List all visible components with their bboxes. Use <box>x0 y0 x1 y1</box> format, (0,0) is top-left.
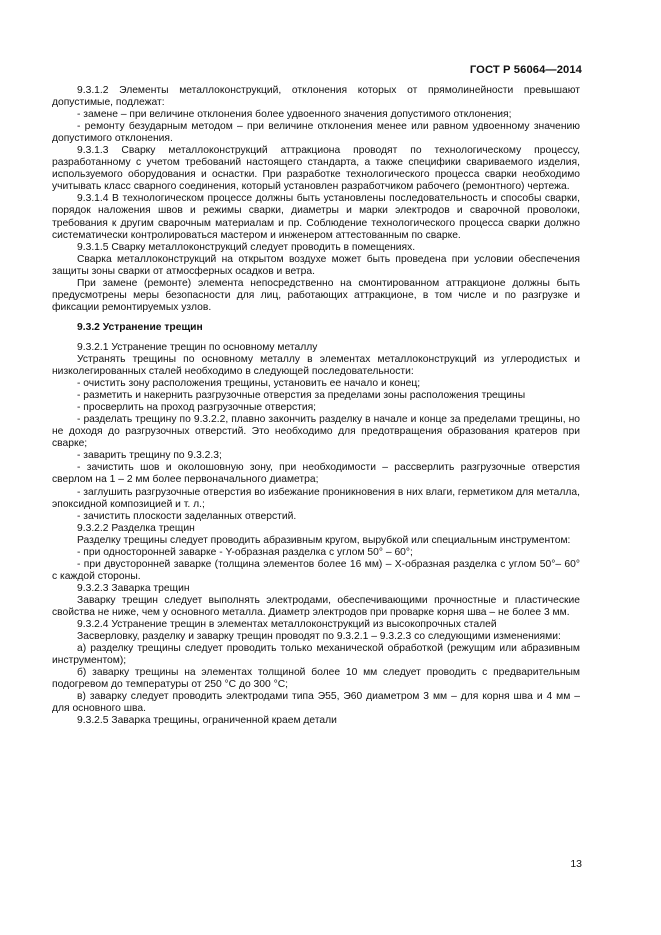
list-item-two-sided: - при двусторонней заварке (толщина элементов более 16 мм) – X-образная разделка с углом 50°– 60° с каждой стороны. <box>52 558 580 582</box>
list-item-weld-crack: - заварить трещину по 9.3.2.3; <box>77 450 222 462</box>
subsection-title-9-3-2-4: 9.3.2.4 Устранение трещин в элементах металлоконструкций из высокопрочных сталей <box>77 619 497 631</box>
document-body <box>52 85 580 727</box>
list-item-clean-zone: - очистить зону расположения трещины, установить ее начало и конец; <box>77 378 421 390</box>
list-item-clean-planes: - зачистить плоскости заделанных отверстий. <box>77 510 297 522</box>
paragraph-9-3-1-2: 9.3.1.2 Элементы металлоконструкций, отклонения которых от прямолинейности превышают допустимые, подлежат: <box>52 85 580 109</box>
subsection-title-9-3-2-5: 9.3.2.5 Заварка трещины, ограниченной краем детали <box>77 715 337 727</box>
list-item-replace: - замене – при величине отклонения более удвоенного значения допустимого отклонения; <box>77 109 512 121</box>
list-item-drill-holes: - просверлить на проход разгрузочные отверстия; <box>77 402 317 414</box>
list-item-repair: - ремонту безударным методом – при величине отклонения менее или равном удвоенному значению допустимого отклонения. <box>52 121 580 145</box>
paragraph-outdoor-welding: Сварка металлоконструкций на открытом воздухе может быть проведена при условии обеспечения защиты зоны сварки от атмосферных осадков и ветра. <box>52 253 580 277</box>
subsection-title-9-3-2-3: 9.3.2.3 Заварка трещин <box>77 582 190 594</box>
section-heading-9-3-2: 9.3.2 Устранение трещин <box>77 321 203 333</box>
subsection-title-9-3-2-2: 9.3.2.2 Разделка трещин <box>77 522 195 534</box>
paragraph-crack-welding: Заварку трещин следует выполнять электродами, обеспечивающими прочностные и пластические свойства не ниже, чем у основного металла. Диаметр электродов при проварке корня шва – не более 3 мм. <box>52 594 580 618</box>
paragraph-crack-sequence: Устранять трещины по основному металлу в элементах металлоконструкций из углеродистых и низколегированных сталей необходимо в следующей последовательности: <box>52 353 580 378</box>
list-item-clean-seam: - зачистить шов и околошовную зону, при необходимости – рассверлить разгрузочные отверстия сверлом на 1 – 2 мм более первоначального диаметра; <box>52 462 580 486</box>
list-item-one-sided: - при односторонней заварке - Y-образная разделка с углом 50° – 60°; <box>77 546 413 558</box>
paragraph-on-site-replacement: При замене (ремонте) элемента непосредственно на смонтированном аттракционе должны быть предусмотрены меры безопасности для лиц, работающих аттракционе, в том числе и по разгрузке и фиксации ремонтируемых узлов. <box>52 277 580 313</box>
paragraph-9-3-1-3: 9.3.1.3 Сварку металлоконструкций аттракциона проводят по технологическому процессу, разработанному с учетом требований настоящего стандарта, а также специфики свариваемого изделия, используемого оборудования и оснастки. При разработке технологического процесса сварки необходимо учитывать класс сварного соединения, который установлен разработчиком рабочего (ремонтного) чертежа. <box>52 145 580 193</box>
page-number: 13 <box>570 858 582 870</box>
subsection-title-9-3-2-1: 9.3.2.1 Устранение трещин по основному металлу <box>77 341 318 353</box>
list-item-plug-holes: - заглушить разгрузочные отверстия во избежание проникновения в них влаги, герметиком для металла, эпоксидной композицией и т. л.; <box>52 486 580 510</box>
paragraph-9-3-1-4: 9.3.1.4 В технологическом процессе должны быть установлены последовательность и способы сварки, порядок наложения швов и режимы сварки, диаметры и марки электродов и сварочной проволоки, требования к другим сварочным материалам и пр. Соблюдение технологического процесса сварки должно систематически контролироваться мастером и инженером аттестованным по сварке. <box>52 193 580 241</box>
paragraph-9-3-1-5: 9.3.1.5 Сварку металлоконструкций следует проводить в помещениях. <box>77 241 416 253</box>
document-code-header: ГОСТ Р 56064—2014 <box>469 64 582 76</box>
list-item-prepare-crack: - разделать трещину по 9.3.2.2, плавно закончить разделку в начале и конце за пределами трещины, но не доходя до разгрузочных отверстий. Это необходимо для предотвращения образования кратеров при сварке; <box>52 414 580 450</box>
list-item-c: в) заварку следует проводить электродами типа Э55, Э60 диаметром 3 мм – для корня шва и 4 мм – для основного шва. <box>52 691 580 715</box>
list-item-b: б) заварку трещины на элементах толщиной более 10 мм следует проводить с предварительным подогревом до температуры от 250 °С до 300 °С; <box>52 667 580 691</box>
list-item-mark-holes: - разметить и накернить разгрузочные отверстия за пределами зоны расположения трещины <box>77 390 526 402</box>
paragraph-crack-preparation: Разделку трещины следует проводить абразивным кругом, вырубкой или специальным инструментом: <box>77 534 571 546</box>
list-item-a: а) разделку трещины следует проводить только механической обработкой (режущим или абразивным инструментом); <box>52 643 580 667</box>
paragraph-high-strength: Засверловку, разделку и заварку трещин проводят по 9.3.2.1 – 9.3.2.3 со следующими изменениями: <box>77 631 561 643</box>
